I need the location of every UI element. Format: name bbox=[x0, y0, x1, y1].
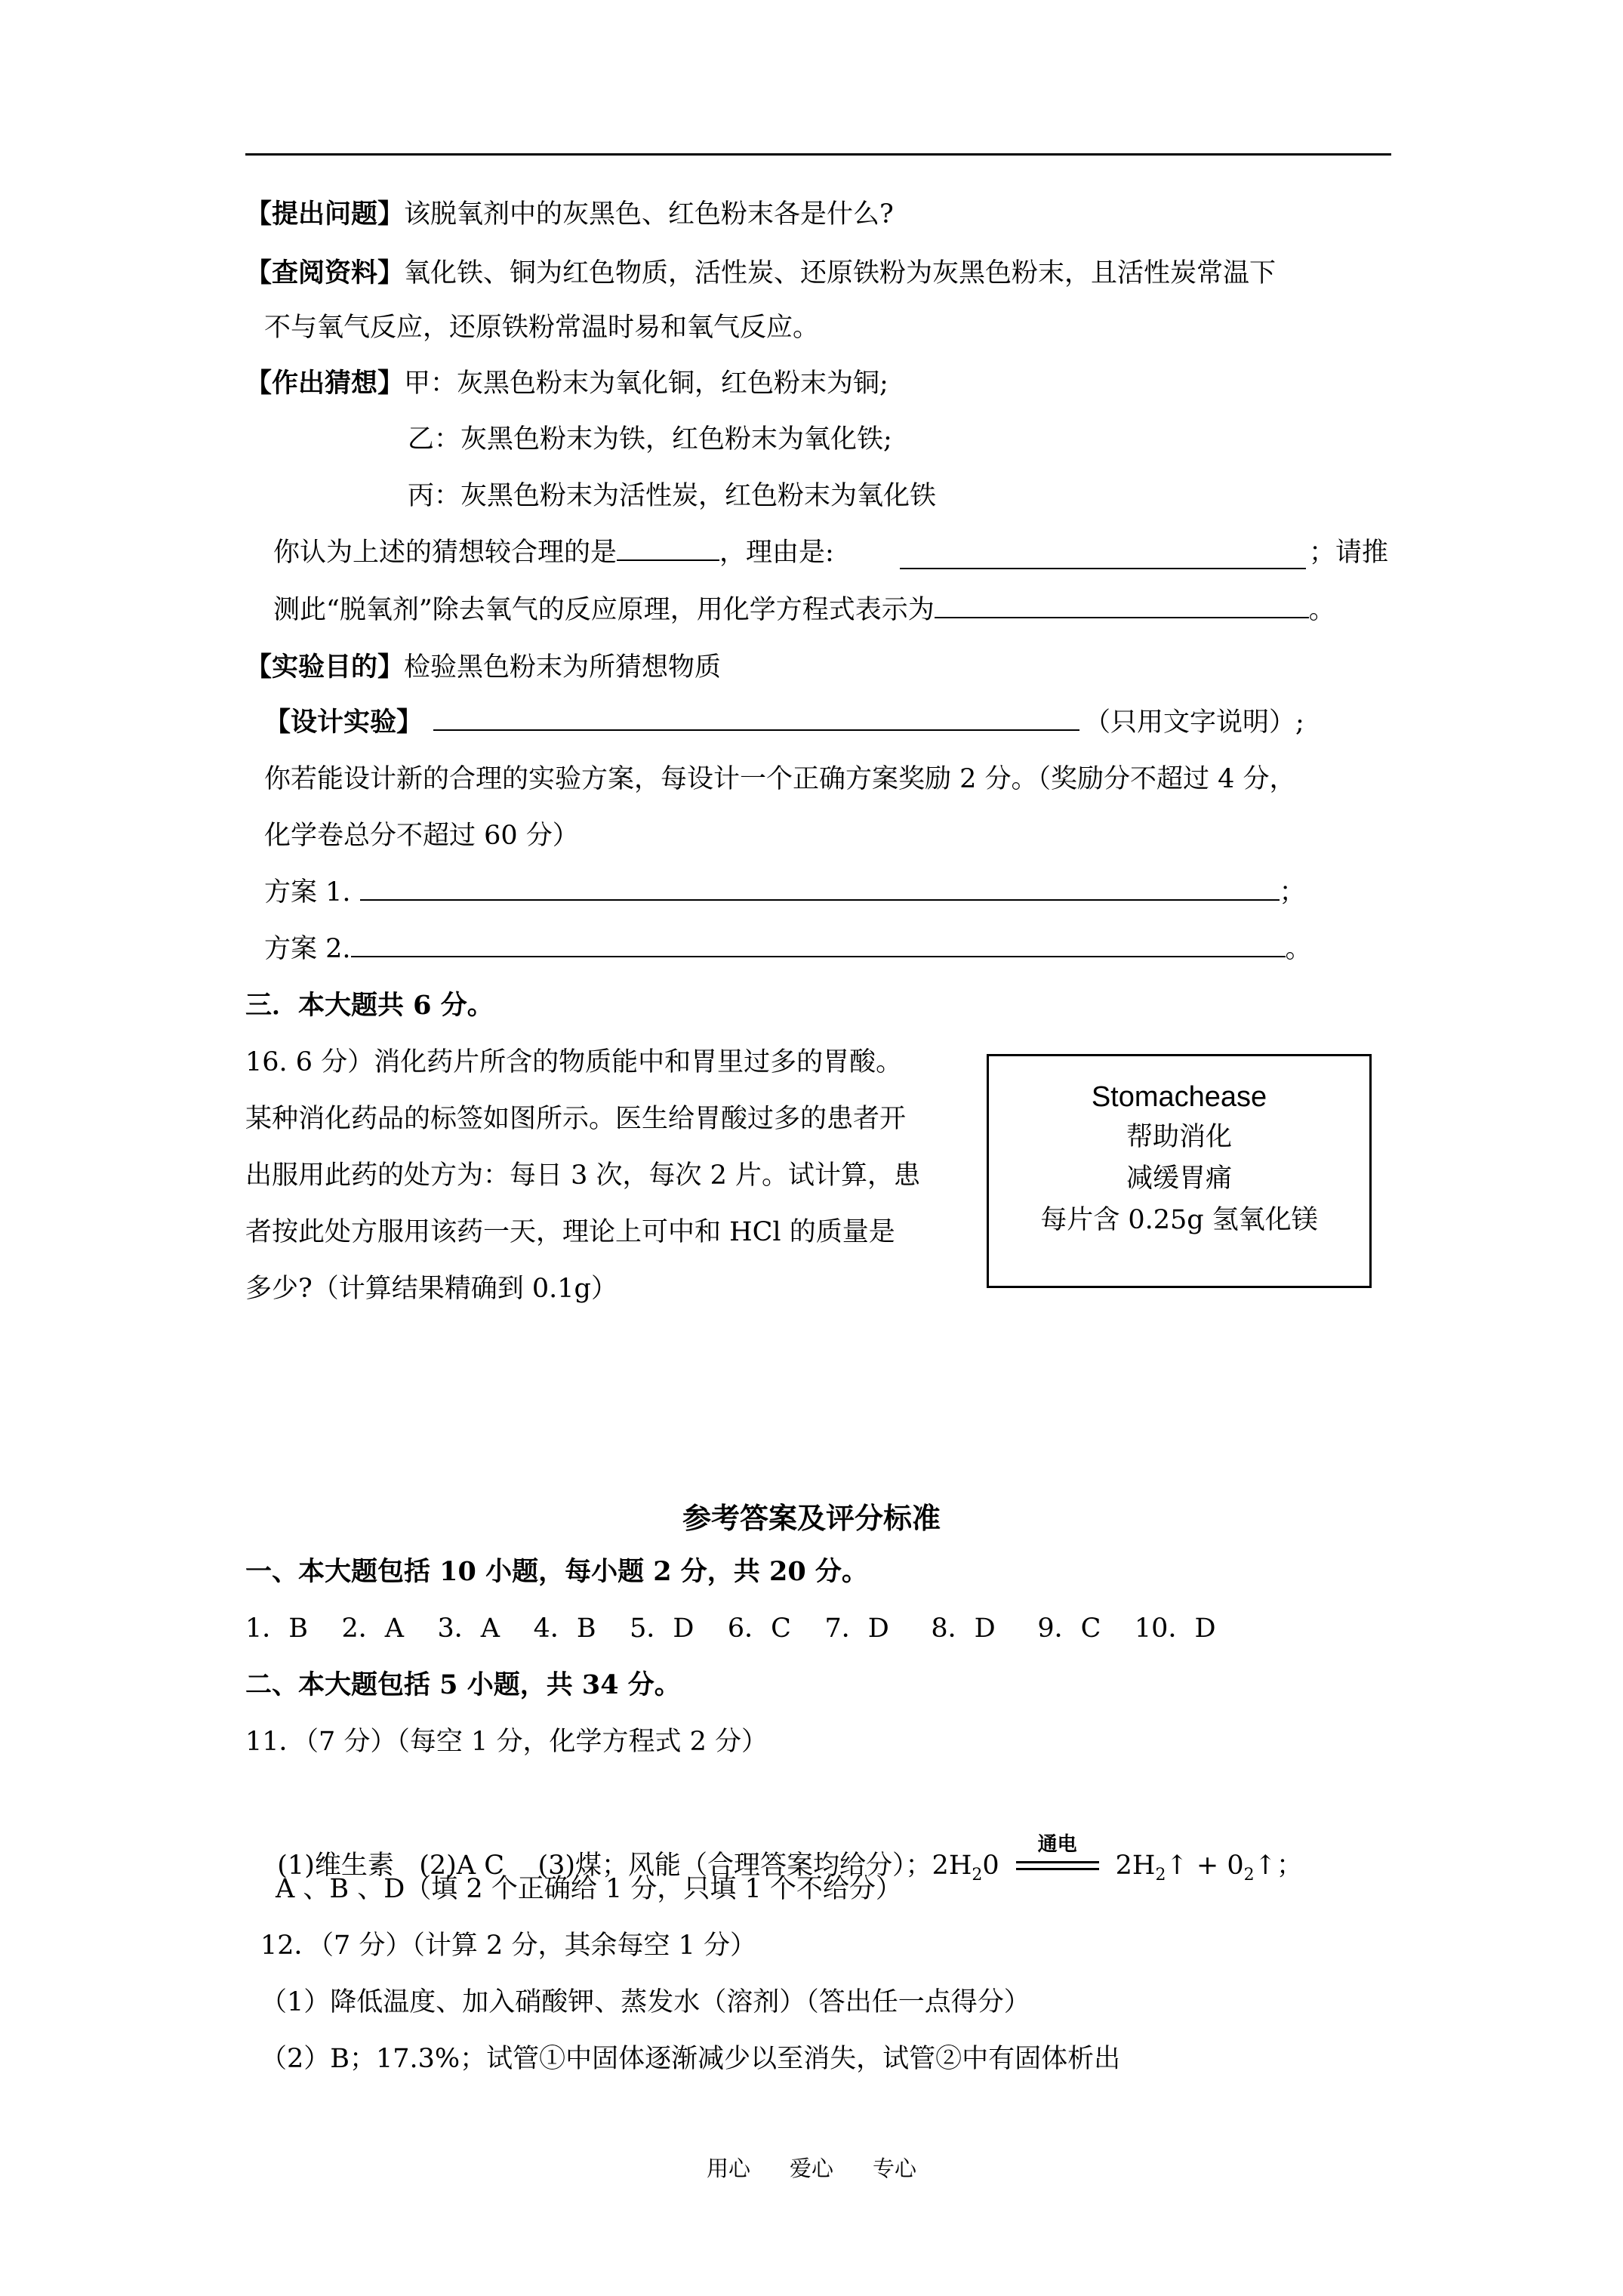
purpose-tag: 【实验目的】 bbox=[245, 652, 405, 683]
plan1-line bbox=[264, 876, 1306, 909]
purpose-text: 检验黑色粉末为所猜想物质 bbox=[404, 652, 722, 683]
q16-line-5: 多少?（计算结果精确到 0.1g） bbox=[245, 1274, 617, 1304]
hypothesis-line-a bbox=[245, 367, 888, 400]
design-note: （只用文字说明）; bbox=[1084, 707, 1304, 738]
hypothesis-tag: 【作出猜想】 bbox=[245, 368, 405, 399]
plan1-end: ； bbox=[1279, 877, 1306, 908]
part1-answers: 1．B 2．A 3．A 4．B 5．D 6．C 7．D 8．D 9．C 10．D bbox=[245, 1613, 1216, 1644]
q12-header: 12．（7 分）（计算 2 分，其余每空 1 分） bbox=[260, 1931, 756, 1961]
reason-text-3: ；请推 bbox=[1309, 538, 1389, 568]
equation-line bbox=[273, 593, 1335, 627]
electrolysis-condition: 通电 bbox=[1037, 1832, 1077, 1856]
answer-blank-plan2[interactable] bbox=[351, 933, 1286, 957]
purpose-line bbox=[245, 651, 721, 684]
q11-line1-text: (1)维生素 (2)A C (3)煤；风能（合理答案均给分）；2H bbox=[277, 1851, 972, 1881]
raise-question-text: 该脱氧剂中的灰黑色、红色粉末各是什么? bbox=[404, 199, 894, 230]
section3-title: 三．本大题共 6 分。 bbox=[245, 990, 494, 1021]
plan2-end: 。 bbox=[1285, 934, 1312, 964]
reason-text-2: ，理由是: bbox=[719, 538, 834, 568]
part1-title: 一、本大题包括 10 小题，每小题 2 分，共 20 分。 bbox=[245, 1556, 868, 1587]
answers-heading: 参考答案及评分标准 bbox=[682, 1501, 941, 1535]
part2-title: 二、本大题包括 5 小题，共 34 分。 bbox=[245, 1669, 681, 1700]
design-line bbox=[264, 706, 1304, 739]
reason-text-1: 你认为上述的猜想较合理的是 bbox=[273, 538, 617, 568]
consult-tag: 【查阅资料】 bbox=[245, 257, 405, 288]
q11-plus: ↑ + 0 bbox=[1166, 1851, 1244, 1881]
equals-bars bbox=[1016, 1861, 1099, 1870]
page-footer bbox=[0, 2152, 1623, 2183]
consult-text-1: 氧化铁、铜为红色物质，活性炭、还原铁粉为灰黑色粉末，且活性炭常温下 bbox=[404, 258, 1277, 288]
hypothesis-a: 甲：灰黑色粉末为氧化铜，红色粉末为铜; bbox=[404, 368, 888, 399]
footer-word-2: 爱心 bbox=[789, 2156, 833, 2181]
consult-line-1 bbox=[245, 257, 1276, 290]
raise-question-line bbox=[245, 198, 894, 231]
answer-blank-design[interactable] bbox=[433, 707, 1079, 731]
answer-blank-reason[interactable] bbox=[900, 545, 1306, 569]
consult-line-2: 不与氧气反应，还原铁粉常温时易和氧气反应。 bbox=[264, 313, 820, 343]
label-line-3: 每片含 0.25g 氢氧化镁 bbox=[1040, 1205, 1318, 1235]
answer-blank-equation[interactable] bbox=[935, 594, 1309, 618]
reason-line bbox=[273, 536, 834, 569]
q11-o: 0 bbox=[982, 1851, 999, 1881]
electrolysis-arrow bbox=[1016, 1832, 1099, 1884]
answer-blank-hypothesis[interactable] bbox=[617, 537, 719, 561]
q11-end: ↑； bbox=[1254, 1851, 1303, 1881]
footer-word-1: 用心 bbox=[706, 2156, 750, 2181]
q16-line-3: 出服用此药的处方为：每日 3 次，每次 2 片。试计算，患 bbox=[245, 1160, 921, 1191]
q12-line-1: （1）降低温度、加入硝酸钾、蒸发水（溶剂）（答出任一点得分） bbox=[260, 1987, 1030, 2017]
footer-word-3: 专心 bbox=[873, 2156, 917, 2181]
medicine-label bbox=[987, 1054, 1372, 1288]
q11-header: 11．（7 分）（每空 1 分，化学方程式 2 分） bbox=[245, 1727, 768, 1757]
equation-text-1: 测此“脱氧剂”除去氧气的反应原理，用化学方程式表示为 bbox=[273, 595, 935, 625]
raise-question-tag: 【提出问题】 bbox=[245, 199, 405, 230]
plan2-label: 方案 2. bbox=[264, 934, 351, 964]
q16-line-2: 某种消化药品的标签如图所示。医生给胃酸过多的患者开 bbox=[245, 1104, 907, 1134]
bonus-line-2: 化学卷总分不超过 60 分） bbox=[264, 821, 579, 851]
q16-line-4: 者按此处方服用该药一天，理论上可中和 HCl 的质量是 bbox=[245, 1217, 895, 1247]
q12-line-2: （2）B；17.3%；试管①中固体逐渐减少以至消失，试管②中有固体析出 bbox=[260, 2044, 1121, 2074]
hypothesis-c: 丙：灰黑色粉末为活性炭，红色粉末为氧化铁 bbox=[408, 481, 937, 511]
plan2-line bbox=[264, 932, 1312, 966]
q11-line-2: A 、B 、D（填 2 个正确给 1 分，只填 1 个不给分） bbox=[276, 1874, 902, 1904]
header-rule bbox=[245, 153, 1391, 156]
equation-text-2: 。 bbox=[1308, 595, 1335, 625]
design-tag: 【设计实验】 bbox=[264, 707, 423, 738]
q11-products: 2H bbox=[1115, 1851, 1156, 1881]
bonus-line-1: 你若能设计新的合理的实验方案，每设计一个正确方案奖励 2 分。（奖励分不超过 4 分， bbox=[264, 764, 1296, 794]
answer-blank-plan1[interactable] bbox=[360, 877, 1280, 901]
plan1-label: 方案 1. bbox=[264, 877, 351, 908]
label-line-2: 减缓胃痛 bbox=[1126, 1163, 1232, 1194]
label-brand: Stomachease bbox=[1091, 1081, 1267, 1113]
q11-line-1: (1)维生素 (2)A C (3)煤；风能（合理答案均给分）；$2H_20$ 通电 $2H_2↑$ + $0_2↑$； bbox=[260, 1816, 1303, 1892]
label-line-1: 帮助消化 bbox=[1126, 1122, 1232, 1152]
q16-line-1: 16. 6 分）消化药片所含的物质能中和胃里过多的胃酸。 bbox=[245, 1047, 903, 1077]
hypothesis-b: 乙：灰黑色粉末为铁，红色粉末为氧化铁; bbox=[408, 424, 892, 455]
